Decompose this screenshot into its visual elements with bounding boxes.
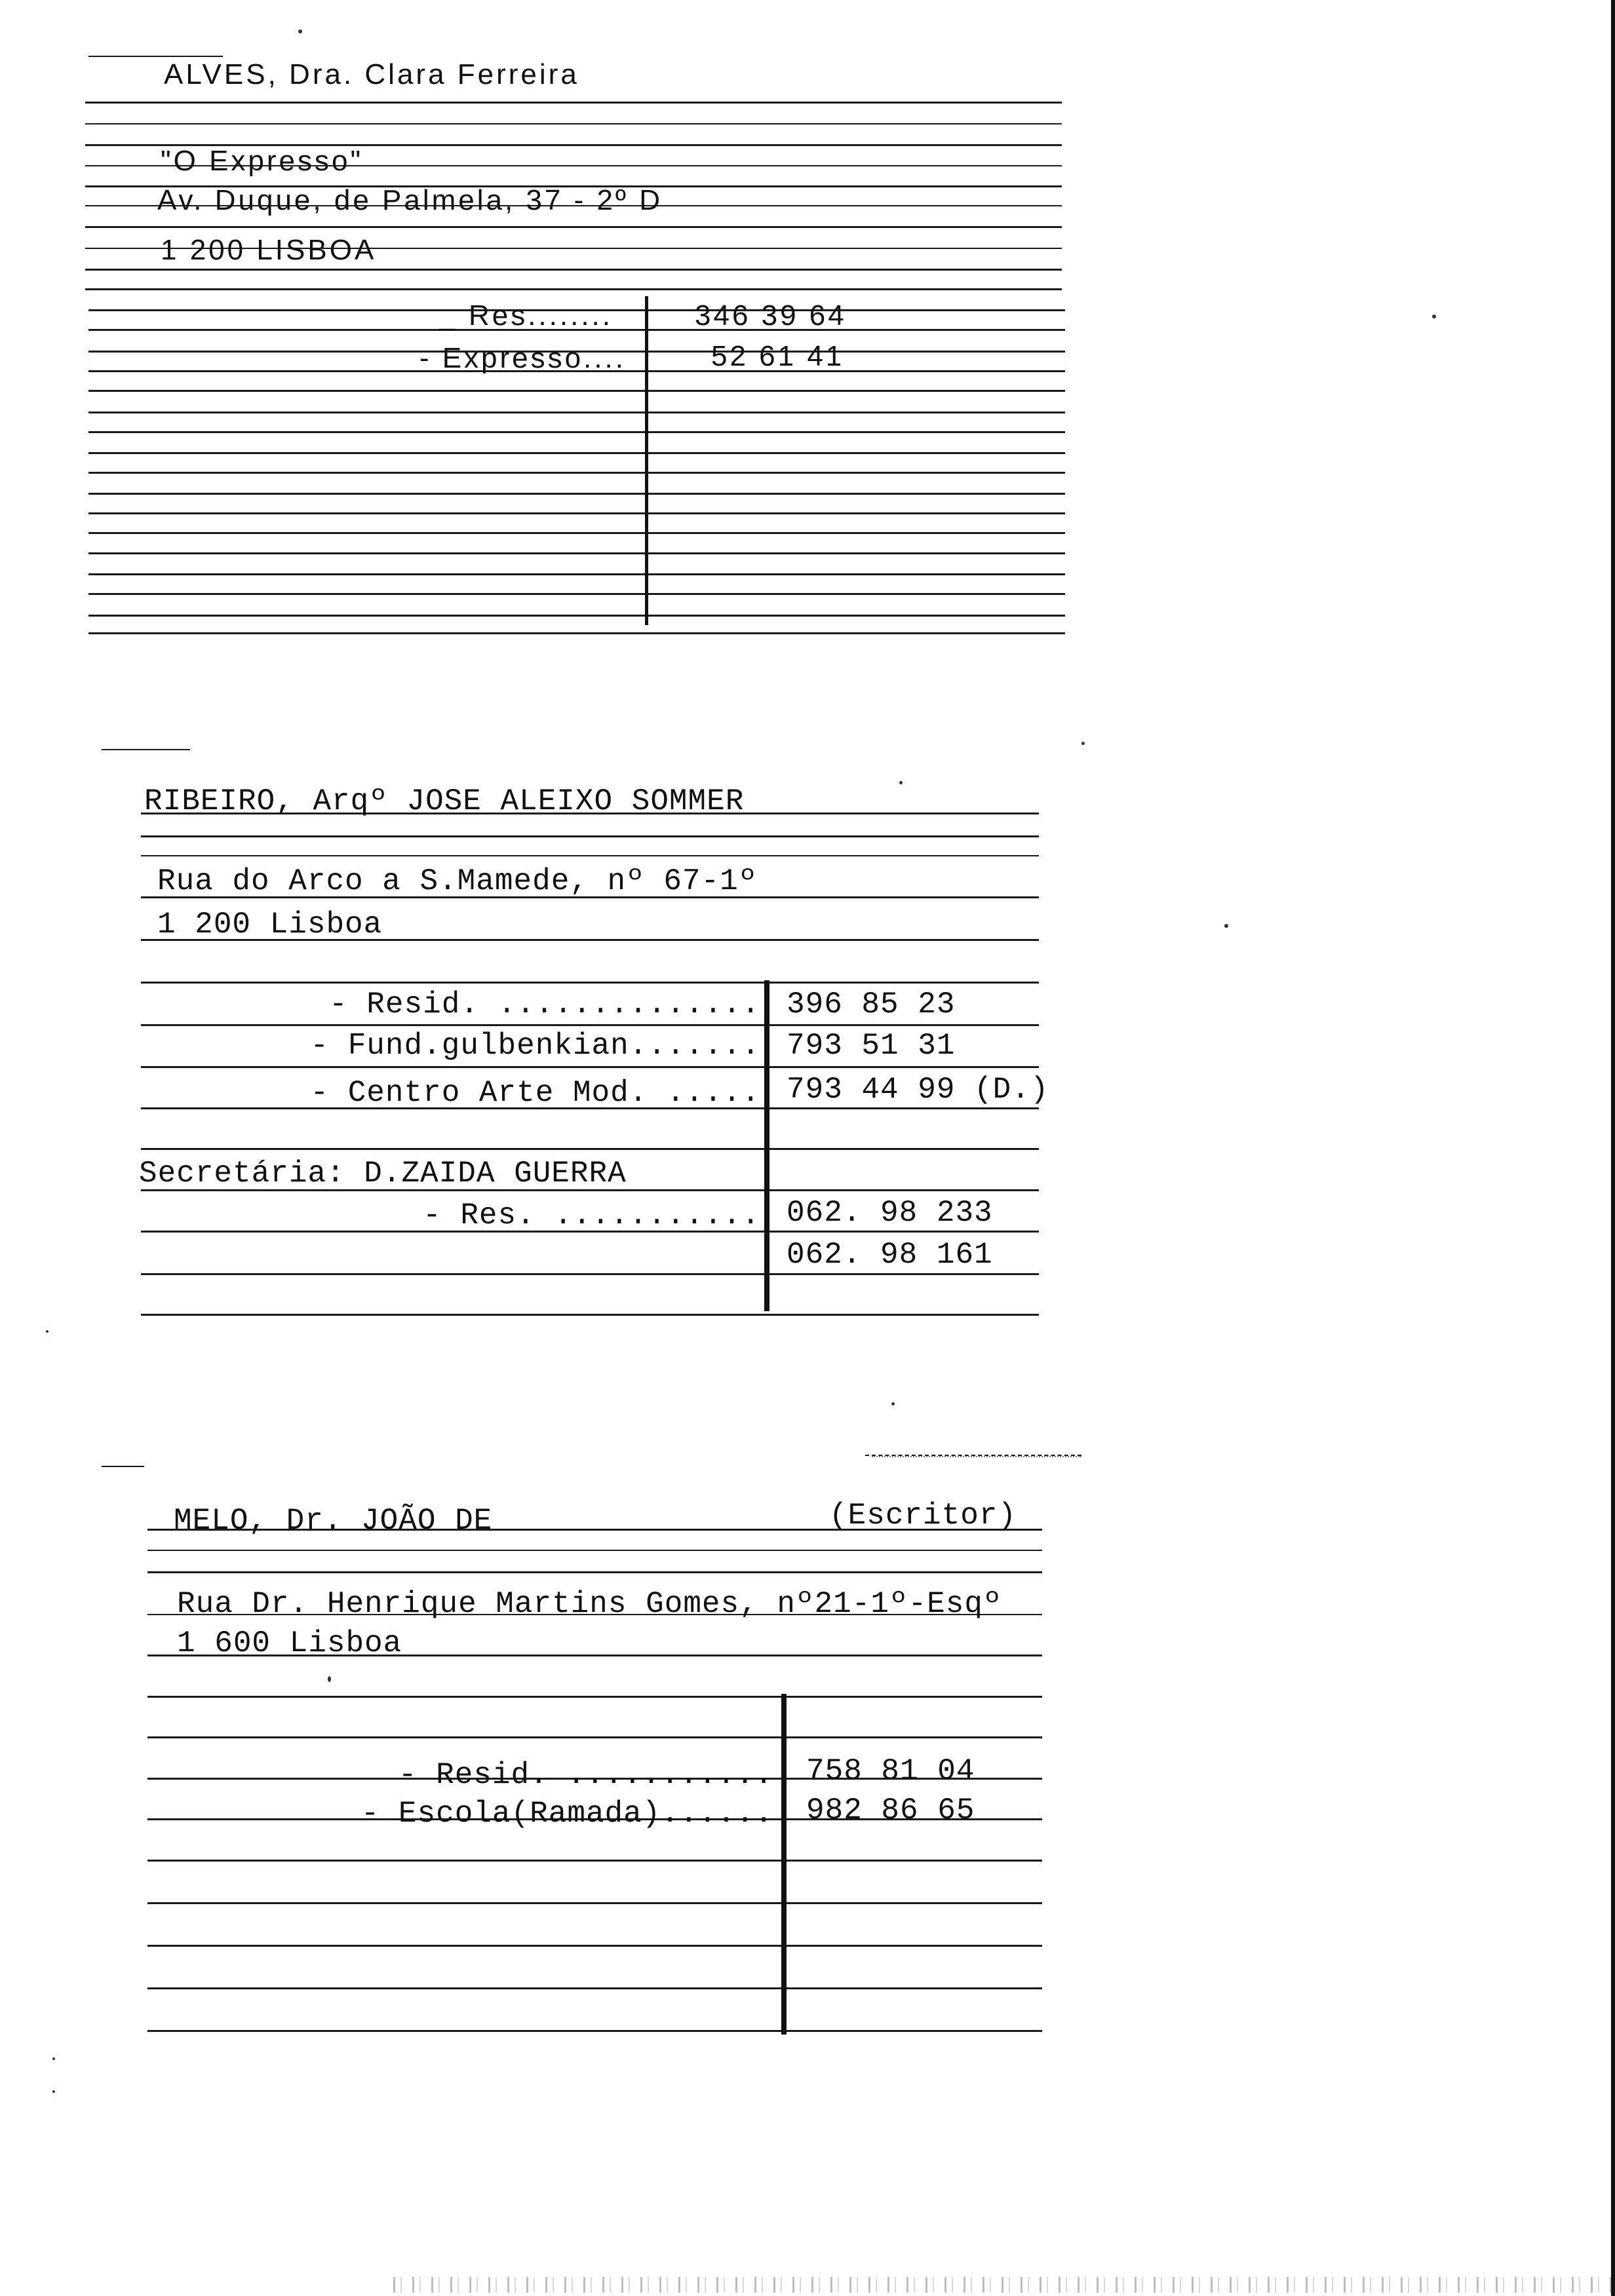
ruled-line bbox=[88, 472, 1065, 474]
ruled-line bbox=[147, 1696, 1042, 1698]
ruled-line bbox=[85, 123, 1062, 124]
scan-noise-line bbox=[872, 1456, 1081, 1457]
ruled-line bbox=[141, 835, 1039, 837]
ruled-line bbox=[147, 1860, 1042, 1862]
phone-number: 062. 98 233 bbox=[787, 1196, 993, 1230]
ruled-line bbox=[85, 226, 1062, 228]
ruled-line bbox=[88, 56, 223, 57]
contact-name: MELO, Dr. JOÃO DE bbox=[174, 1504, 493, 1538]
ruled-line bbox=[88, 552, 1065, 554]
scan-edge-border bbox=[1611, 0, 1615, 2296]
ruled-line bbox=[88, 452, 1065, 454]
ruled-line bbox=[88, 512, 1065, 514]
ruled-line bbox=[102, 749, 190, 750]
address-line: 1 200 Lisboa bbox=[157, 908, 383, 942]
phone-label: - Fund.gulbenkian....... bbox=[310, 1029, 760, 1063]
ruled-line bbox=[147, 1987, 1042, 1989]
phone-number: 793 51 31 bbox=[787, 1029, 956, 1063]
ruled-line bbox=[88, 632, 1065, 634]
ruled-line bbox=[88, 493, 1065, 495]
phone-number: 758 81 04 bbox=[806, 1754, 975, 1788]
ruled-line bbox=[85, 288, 1062, 290]
contact-role: (Escritor) bbox=[829, 1499, 1017, 1533]
ruled-line bbox=[88, 431, 1065, 433]
ruled-line bbox=[141, 1273, 1039, 1275]
scan-speck bbox=[52, 2090, 55, 2093]
scan-speck bbox=[46, 1330, 49, 1333]
ruled-line bbox=[147, 1550, 1042, 1551]
ruled-line bbox=[147, 1902, 1042, 1904]
scan-speck bbox=[1081, 742, 1085, 745]
ruled-line bbox=[141, 1148, 1039, 1150]
phone-number: 062. 98 161 bbox=[787, 1238, 993, 1272]
phone-number: 52 61 41 bbox=[711, 340, 845, 372]
phone-column-divider bbox=[764, 980, 769, 1311]
scan-speck bbox=[899, 781, 903, 784]
ruled-line bbox=[147, 1945, 1042, 1947]
address-line: Rua Dr. Henrique Martins Gomes, nº21-1º-Esqº bbox=[177, 1587, 1002, 1621]
ruled-line bbox=[88, 532, 1065, 534]
phone-label: - Expresso.... bbox=[419, 342, 626, 374]
ruled-line bbox=[85, 269, 1062, 271]
ruled-line bbox=[141, 1066, 1039, 1068]
scan-noise-strip bbox=[393, 2277, 1612, 2293]
phone-number: 396 85 23 bbox=[787, 987, 956, 1022]
ruled-line bbox=[88, 390, 1065, 392]
ruled-line bbox=[141, 1024, 1039, 1026]
ruled-line bbox=[88, 593, 1065, 595]
phone-number: 982 86 65 bbox=[806, 1793, 975, 1827]
scan-speck bbox=[298, 29, 302, 33]
phone-label: - Res. ........... bbox=[423, 1198, 760, 1233]
secretary-name: Secretária: D.ZAIDA GUERRA bbox=[139, 1157, 627, 1191]
phone-label: _ Res........ bbox=[439, 299, 613, 332]
ruled-line bbox=[85, 102, 1062, 104]
ruled-line bbox=[141, 855, 1039, 856]
phone-label: - Resid. .............. bbox=[329, 987, 760, 1022]
address-line: Rua do Arco a S.Mamede, nº 67-1º bbox=[157, 864, 758, 898]
phone-number: 793 44 99 (D.) bbox=[787, 1073, 1049, 1107]
phone-column-divider bbox=[645, 296, 648, 625]
ruled-line bbox=[88, 573, 1065, 575]
phone-label: - Centro Arte Mod. ..... bbox=[310, 1076, 760, 1110]
ruled-line bbox=[147, 1571, 1042, 1573]
scan-speck bbox=[1224, 924, 1228, 928]
scan-speck bbox=[328, 1676, 331, 1682]
phone-number: 346 39 64 bbox=[695, 299, 847, 332]
address-line: "O Expresso" bbox=[161, 145, 364, 177]
contact-name: ALVES, Dra. Clara Ferreira bbox=[164, 58, 579, 90]
scan-speck bbox=[1432, 315, 1436, 318]
contact-name: RIBEIRO, Arqº JOSE ALEIXO SOMMER bbox=[144, 784, 745, 818]
scan-speck bbox=[52, 2057, 55, 2060]
address-line: 1 200 LISBOA bbox=[161, 234, 377, 266]
phone-label: - Resid. ........... bbox=[398, 1758, 773, 1792]
ruled-line bbox=[141, 1314, 1039, 1316]
ruled-line bbox=[147, 1736, 1042, 1738]
ruled-line bbox=[141, 982, 1039, 984]
ruled-line bbox=[88, 411, 1065, 413]
phone-column-divider bbox=[781, 1694, 787, 2035]
scan-speck bbox=[891, 1402, 895, 1406]
phone-label: - Escola(Ramada)...... bbox=[360, 1797, 773, 1831]
ruled-line bbox=[147, 2030, 1042, 2032]
address-line: 1 600 Lisboa bbox=[177, 1626, 402, 1660]
address-line: Av. Duque, de Palmela, 37 - 2º D bbox=[157, 184, 663, 216]
ruled-line bbox=[88, 615, 1065, 617]
ruled-line bbox=[102, 1466, 144, 1467]
